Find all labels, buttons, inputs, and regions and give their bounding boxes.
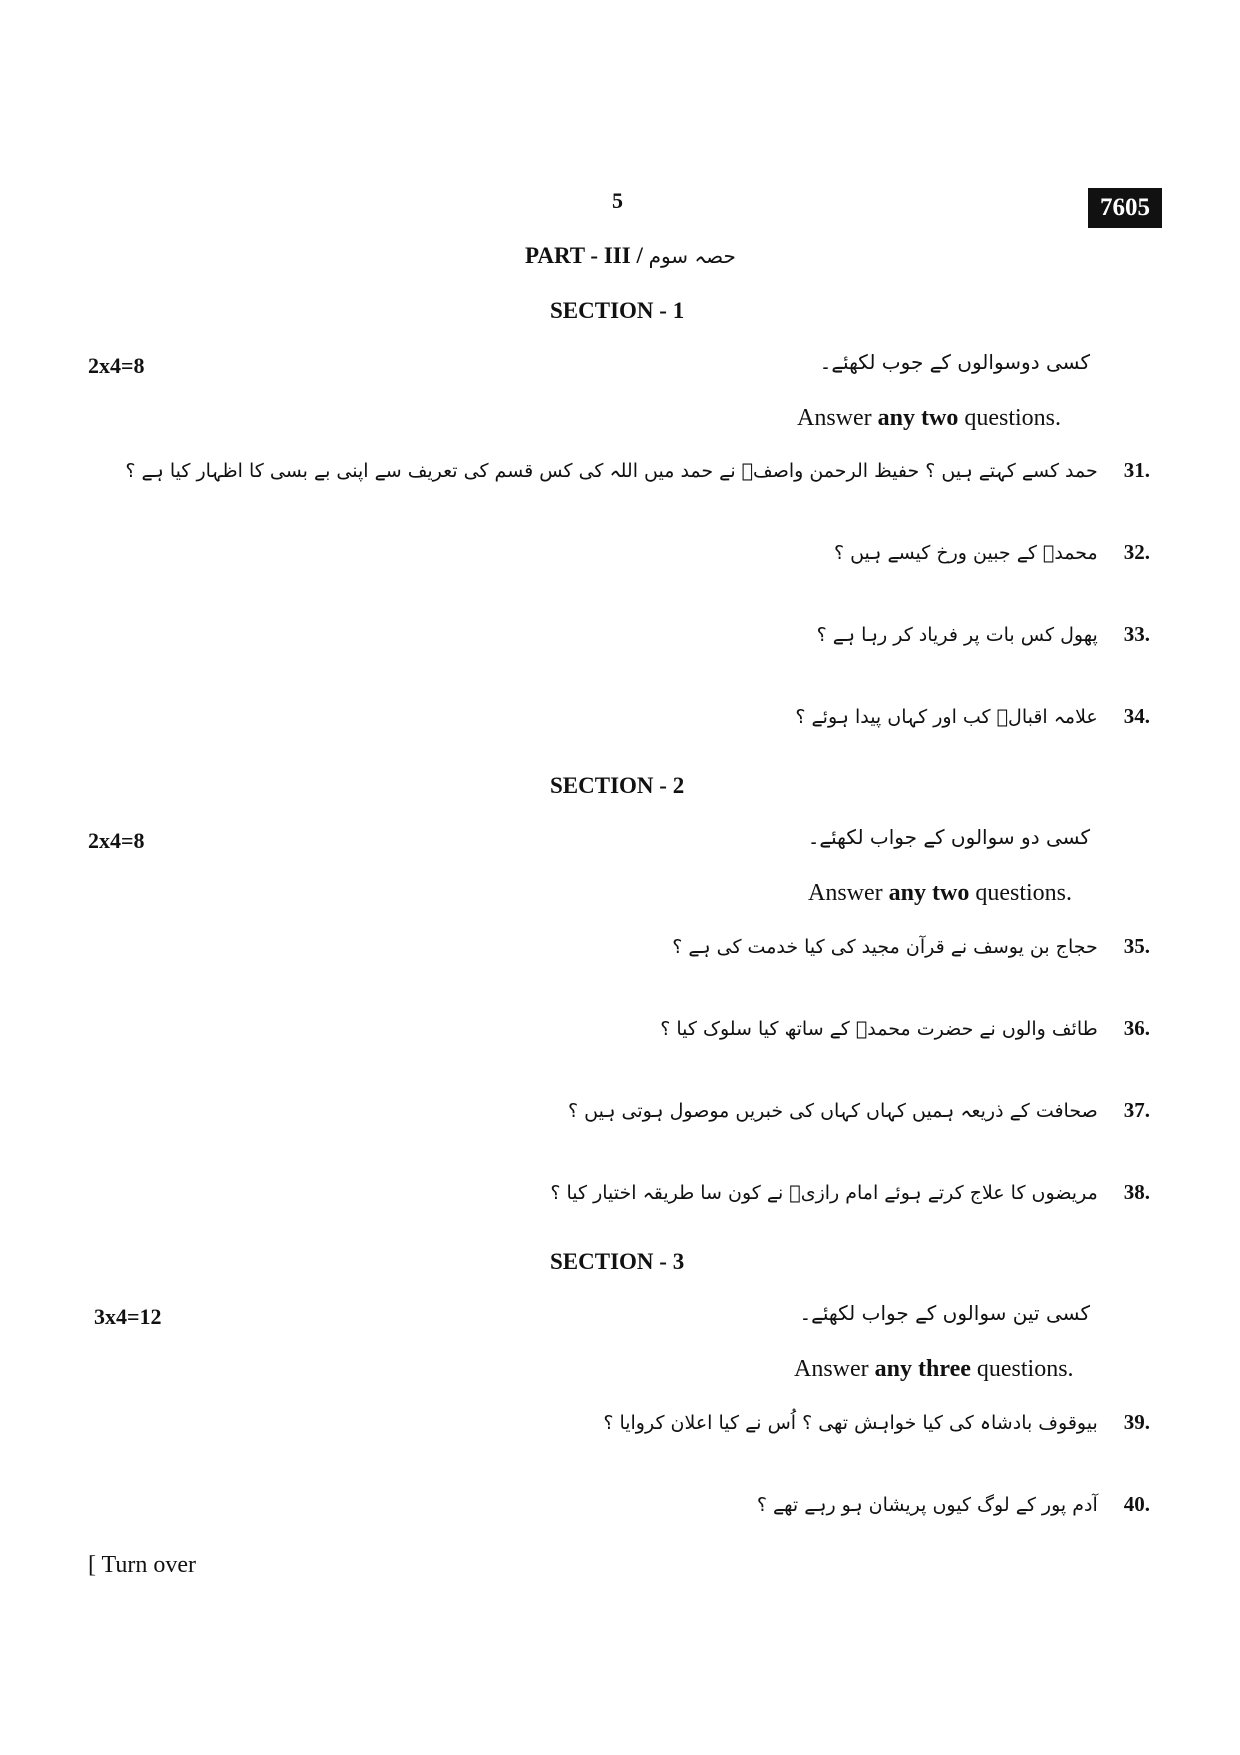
section-1-urdu-instruction: کسی دوسوالوں کے جوب لکھئے۔ [819,350,1090,374]
question-text: طائف والوں نے حضرت محمدؐ کے ساتھ کیا سلوک کیا ؟ [660,1018,1098,1040]
question-number: 37. [1123,1098,1150,1122]
part-title [525,243,736,269]
section-2-english-instruction: Answer any two questions. [808,880,1072,906]
section-2-urdu-instruction: کسی دو سوالوں کے جواب لکھئے۔ [807,825,1090,849]
section-3-marks: 3x4=12 [94,1304,162,1329]
question-35 [672,934,1150,959]
section-3-title: SECTION - 3 [550,1249,685,1274]
question-39 [603,1410,1150,1435]
question-text: پھول کس بات پر فریاد کر رہا ہے ؟ [816,624,1098,646]
question-number: 32. [1123,540,1150,564]
question-34 [795,704,1150,729]
part-title-urdu: حصہ سوم [648,244,736,268]
question-number: 35. [1123,934,1150,958]
question-text: حجاج بن یوسف نے قرآن مجید کی کیا خدمت کی ہے ؟ [672,936,1098,958]
question-text: بیوقوف بادشاہ کی کیا خواہش تھی ؟ اُس نے کیا اعلان کروایا ؟ [603,1412,1098,1434]
paper-code-badge: 7605 [1088,188,1162,228]
part-title-english: PART - III / [525,243,643,268]
question-number: 38. [1123,1180,1150,1204]
question-text: علامہ اقبالؔ کب اور کہاں پیدا ہوئے ؟ [795,706,1098,728]
question-text: مریضوں کا علاج کرتے ہوئے امام رازیؒ نے کون سا طریقہ اختیار کیا ؟ [550,1182,1098,1204]
page-number: 5 [612,188,623,213]
question-number: 36. [1123,1016,1150,1040]
question-text: محمدؐ کے جبین ورخ کیسے ہیں ؟ [833,542,1098,564]
turn-over-note: [ Turn over [88,1552,197,1578]
section-1-english-instruction: Answer any two questions. [797,405,1061,431]
section-3-english-instruction: Answer any three questions. [794,1356,1074,1382]
question-number: 34. [1123,704,1150,728]
question-38 [550,1180,1150,1205]
section-2-title: SECTION - 2 [550,773,685,798]
question-33 [817,622,1150,647]
question-text: آدم پور کے لوگ کیوں پریشان ہو رہے تھے ؟ [756,1494,1098,1516]
question-number: 40. [1123,1492,1150,1516]
question-32 [834,540,1150,565]
question-number: 33. [1123,622,1150,646]
question-text: صحافت کے ذریعہ ہمیں کہاں کہاں کی خبریں موصول ہوتی ہیں ؟ [568,1100,1098,1122]
question-37 [568,1098,1150,1123]
section-2-marks: 2x4=8 [88,828,145,853]
question-31 [125,458,1150,483]
section-1-marks: 2x4=8 [88,353,145,378]
question-number: 31. [1123,458,1150,482]
section-3-urdu-instruction: کسی تین سوالوں کے جواب لکھئے۔ [799,1301,1090,1325]
question-number: 39. [1123,1410,1150,1434]
question-40 [757,1492,1150,1517]
question-text: حمد کسے کہتے ہیں ؟ حفیظ الرحمن واصفؔ نے حمد میں اللہ کی کس قسم کی تعریف سے اپنی بے بسی کا اظہار کیا ہے ؟ [125,460,1098,482]
section-1-title: SECTION - 1 [550,298,685,323]
question-36 [660,1016,1150,1041]
